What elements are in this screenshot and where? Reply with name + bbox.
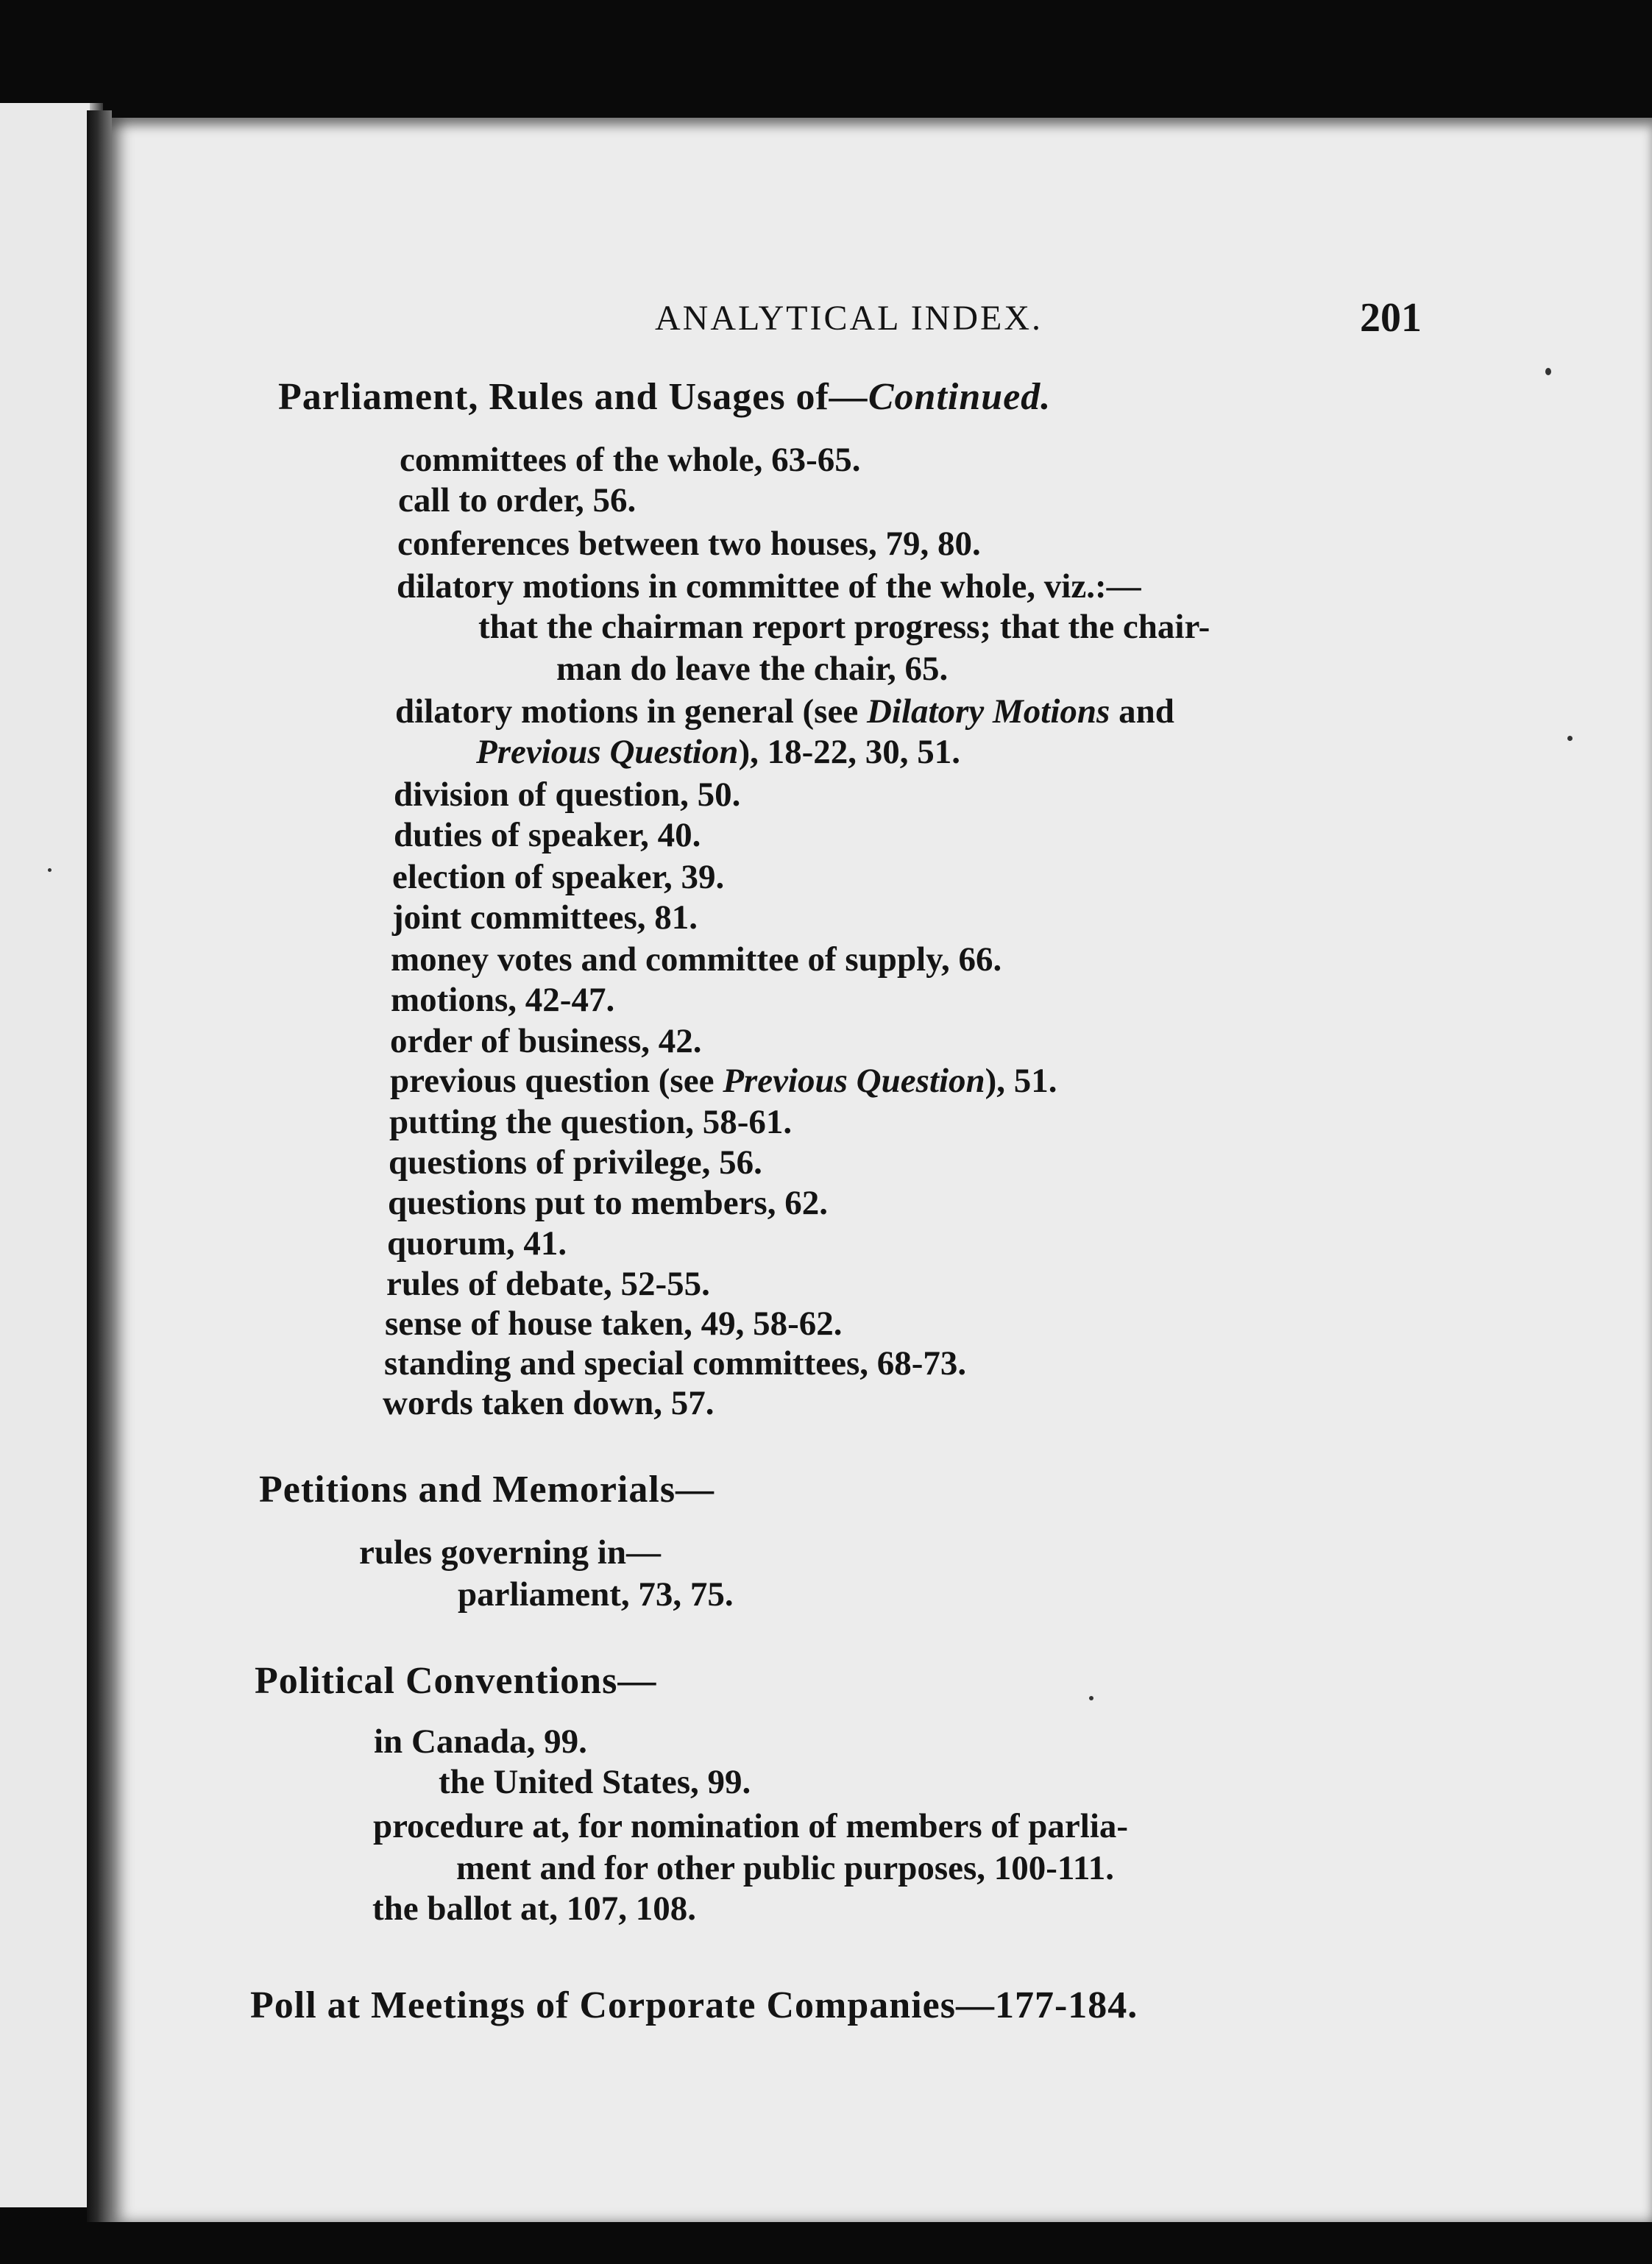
index-entry: committees of the whole, 63-65. (400, 441, 861, 479)
index-entry: parliament, 73, 75. (458, 1575, 734, 1614)
index-page (110, 118, 1652, 2222)
scan-speck (1545, 368, 1551, 375)
index-entry: putting the question, 58-61. (389, 1103, 793, 1141)
index-entry: call to order, 56. (398, 481, 637, 519)
page-number: 201 (1360, 295, 1422, 341)
index-entry: dilatory motions in general (see Dilatory Motions and (395, 692, 1174, 731)
index-entry: the United States, 99. (439, 1763, 751, 1801)
index-entry: questions put to members, 62. (388, 1184, 828, 1222)
scan-speck (1567, 736, 1573, 741)
section-heading-poll: Poll at Meetings of Corporate Companies—177-184. (250, 1984, 1138, 2026)
index-entry: order of business, 42. (390, 1022, 702, 1060)
index-entry: words taken down, 57. (383, 1384, 715, 1422)
section-heading-political-conventions: Political Conventions— (255, 1660, 657, 1702)
running-head: ANALYTICAL INDEX. (655, 299, 1043, 338)
index-entry: previous question (see Previous Question), 51. (390, 1062, 1057, 1100)
scan-speck (1089, 1696, 1093, 1700)
index-entry: in Canada, 99. (374, 1722, 587, 1761)
index-entry: duties of speaker, 40. (394, 816, 701, 854)
index-entry: conferences between two houses, 79, 80. (397, 525, 981, 563)
index-entry: sense of house taken, 49, 58-62. (385, 1305, 843, 1343)
index-entry: questions of privilege, 56. (389, 1143, 762, 1182)
index-entry: Previous Question), 18-22, 30, 51. (476, 733, 961, 771)
section-heading-petitions: Petitions and Memorials— (259, 1469, 715, 1511)
index-entry: motions, 42-47. (391, 981, 615, 1019)
index-entry: that the chairman report progress; that the chair- (478, 608, 1210, 646)
index-entry: money votes and committee of supply, 66. (391, 940, 1002, 979)
index-entry: rules governing in— (359, 1533, 661, 1572)
page-gutter (87, 110, 112, 2222)
index-entry: joint committees, 81. (392, 898, 698, 937)
index-entry: the ballot at, 107, 108. (372, 1889, 696, 1928)
scan-speck (48, 868, 52, 872)
index-entry: election of speaker, 39. (392, 858, 725, 896)
index-entry: procedure at, for nomination of members of parlia- (373, 1807, 1129, 1845)
index-entry: rules of debate, 52-55. (386, 1265, 710, 1303)
index-entry: standing and special committees, 68-73. (384, 1344, 967, 1383)
section-heading-parliament: Parliament, Rules and Usages of—Continued. (278, 376, 1052, 418)
index-entry: ment and for other public purposes, 100-111. (456, 1849, 1114, 1887)
index-entry: division of question, 50. (394, 776, 741, 814)
index-entry: quorum, 41. (387, 1224, 567, 1263)
index-entry: dilatory motions in committee of the whole, viz.:— (397, 567, 1141, 606)
index-entry: man do leave the chair, 65. (556, 650, 949, 688)
